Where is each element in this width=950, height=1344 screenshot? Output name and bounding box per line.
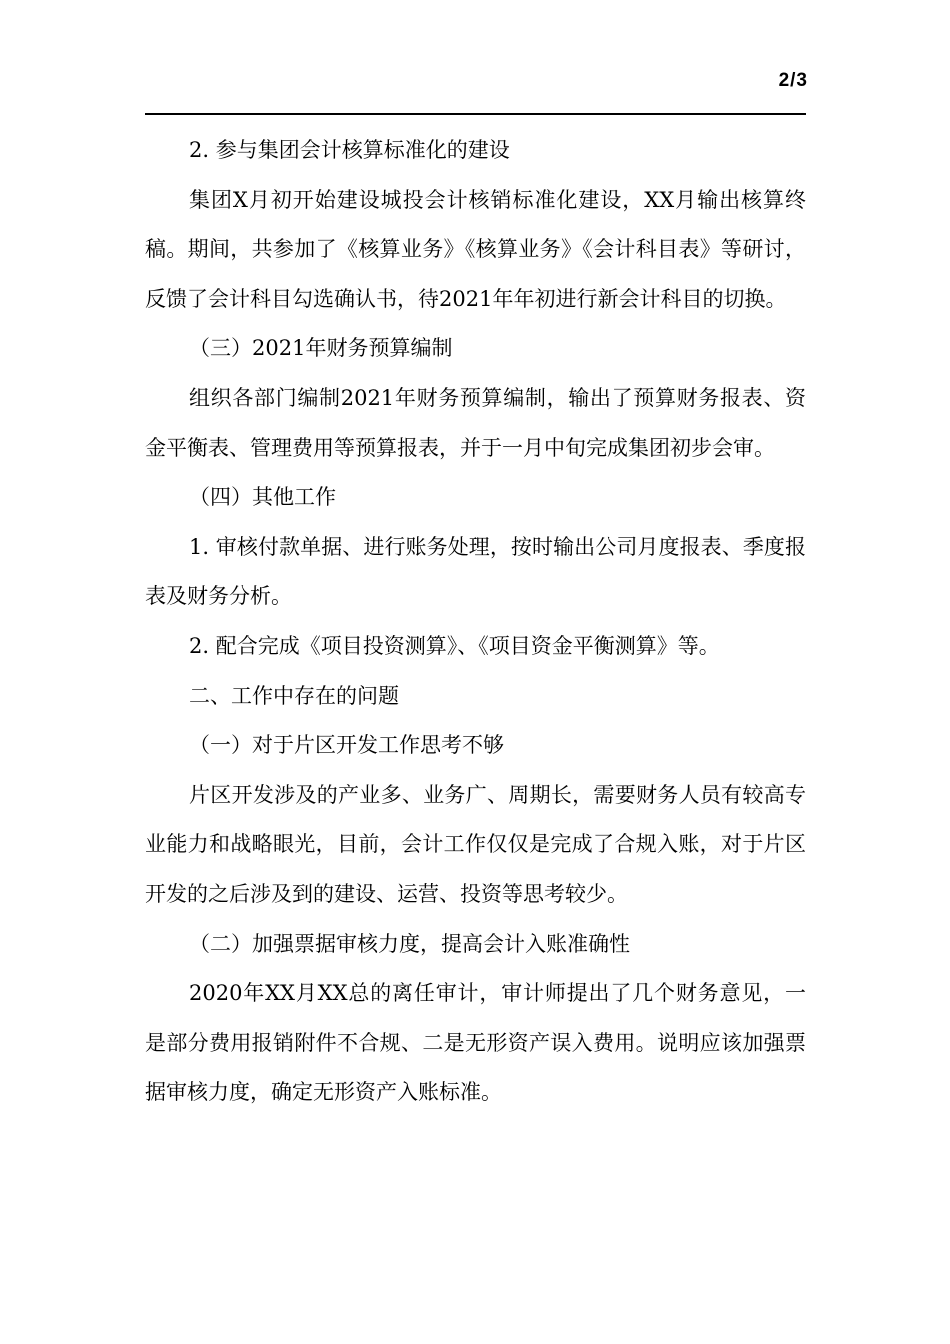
section-heading-other-work: （四）其他工作 bbox=[189, 485, 336, 510]
paragraph-other-work-2: 2. 配合完成《项目投资测算》、《项目资金平衡测算》等。 bbox=[189, 633, 720, 658]
paragraph-problem-1: 片区开发涉及的产业多、业务广、周期长，需要财务人员有较高专业能力和战略眼光，目前，会计工作仅仅是完成了合规入账，对于片区开发的之后涉及到的建设、运营、投资等思考较少。 bbox=[145, 782, 806, 906]
subsection-heading-problem-1: （一）对于片区开发工作思考不够 bbox=[189, 733, 504, 758]
subsection-heading-problem-2: （二）加强票据审核力度，提高会计入账准确性 bbox=[189, 931, 630, 956]
paragraph-item-2-heading: 2. 参与集团会计核算标准化的建设 bbox=[189, 138, 510, 162]
document-body bbox=[145, 126, 806, 1118]
section-heading-budget: （三）2021年财务预算编制 bbox=[189, 336, 453, 361]
paragraph-other-work-1: 1. 审核付款单据、进行账务处理，按时输出公司月度报表、季度报表及财务分析。 bbox=[145, 534, 806, 609]
header-divider bbox=[145, 113, 806, 115]
paragraph-problem-2: 2020年XX月XX总的离任审计，审计师提出了几个财务意见，一是部分费用报销附件不合规、二是无形资产误入费用。说明应该加强票据审核力度，确定无形资产入账标准。 bbox=[145, 981, 806, 1105]
paragraph-standardization: 集团X月初开始建设城投会计核销标准化建设，XX月输出核算终稿。期间，共参加了《核算业务》《核算业务》《会计科目表》等研讨，反馈了会计科目勾选确认书，待2021年年初进行新会计科目的切换。 bbox=[145, 187, 806, 311]
page-number: 2/3 bbox=[778, 70, 808, 91]
section-heading-problems: 二、工作中存在的问题 bbox=[189, 683, 399, 708]
paragraph-budget: 组织各部门编制2021年财务预算编制，输出了预算财务报表、资金平衡表、管理费用等预算报表，并于一月中旬完成集团初步会审。 bbox=[145, 385, 806, 460]
